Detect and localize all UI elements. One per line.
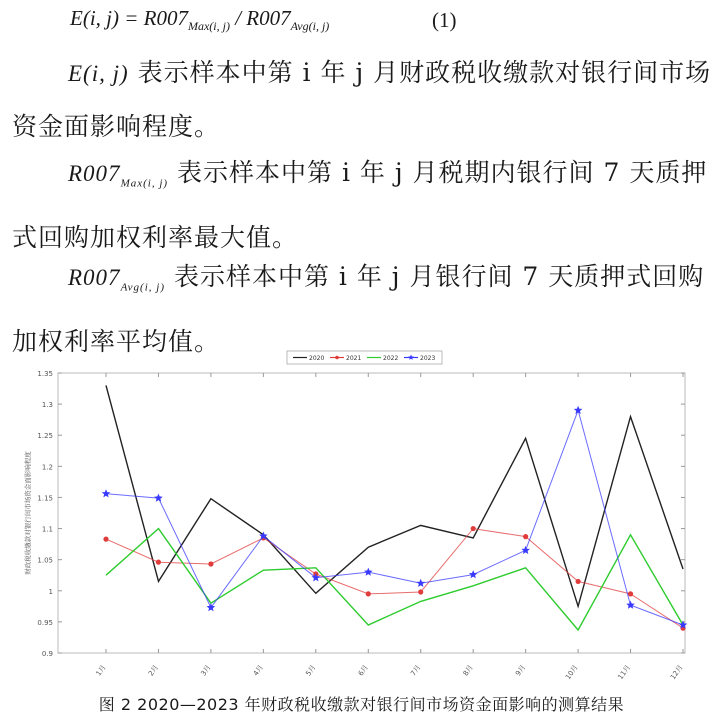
- y-tick-label: 1.05: [37, 556, 53, 565]
- data-point-2021: [418, 589, 423, 594]
- x-tick-label: 7月: [409, 663, 423, 678]
- x-tick-label: 10月: [564, 663, 580, 682]
- x-tick-label: 6月: [356, 663, 370, 678]
- paragraph-text: 表示样本中第 i 年 j 月银行间 7 天质押式回购加权利率平均值。: [12, 262, 705, 356]
- legend-label-2022: 2022: [383, 354, 399, 362]
- y-tick-label: 1.2: [41, 463, 53, 472]
- chart-svg: [0, 345, 723, 690]
- legend-label-2023: 2023: [420, 354, 436, 362]
- figure-caption: 图 2 2020—2023 年财政税收缴款对银行间市场资金面影响的测算结果: [98, 695, 625, 714]
- y-tick-label: 1.1: [41, 525, 53, 534]
- data-point-2021: [103, 537, 108, 542]
- data-point-2021: [575, 579, 580, 584]
- formula-eq: = R007: [118, 6, 188, 30]
- data-point-2021: [471, 526, 476, 531]
- formula-number: (1): [432, 8, 457, 32]
- data-point-2023: [154, 494, 163, 502]
- y-tick-label: 1: [48, 587, 53, 596]
- data-point-2021: [366, 591, 371, 596]
- legend-label-2021: 2021: [346, 354, 362, 362]
- data-point-2021: [523, 534, 528, 539]
- data-point-2021: [156, 560, 161, 565]
- formula: [70, 6, 329, 34]
- data-point-2023: [312, 573, 321, 581]
- data-point-2023: [102, 489, 111, 497]
- symbol-r007-avg: $R007_{Avg(i, j)}$: [68, 265, 165, 294]
- data-point-2023: [574, 406, 583, 414]
- x-tick-label: 8月: [461, 663, 475, 678]
- x-tick-label: 2月: [146, 663, 161, 678]
- y-tick-label: 1.15: [37, 494, 53, 503]
- paragraph-definition-e: [12, 46, 712, 153]
- x-tick-label: 3月: [199, 663, 213, 678]
- x-tick-label: 5月: [304, 663, 318, 678]
- x-tick-label: 4月: [251, 663, 266, 678]
- legend-label-2020: 2020: [309, 354, 325, 362]
- formula-mid: / R007: [229, 6, 291, 30]
- x-tick-label: 9月: [514, 663, 528, 678]
- x-tick-label: 11月: [616, 663, 633, 682]
- data-point-2023: [364, 568, 373, 576]
- line-chart: [0, 345, 723, 690]
- x-tick-label: 1月: [94, 663, 108, 678]
- y-tick-label: 1.35: [37, 370, 53, 378]
- formula-lhs: E(i, j): [70, 6, 119, 30]
- data-point-2023: [521, 546, 530, 554]
- symbol-e: E(i, j): [68, 61, 129, 86]
- y-tick-label: 0.9: [41, 650, 53, 658]
- formula-sub-avg: Avg(i, j): [290, 19, 330, 34]
- series-line-2020: [106, 385, 683, 606]
- data-point-2021: [628, 591, 633, 596]
- paragraph-definition-max: [12, 146, 712, 264]
- series-line-2022: [106, 529, 683, 630]
- y-tick-label: 1.25: [37, 432, 53, 441]
- legend-marker-2021: [335, 356, 339, 360]
- data-point-2023: [626, 601, 635, 609]
- symbol-r007-max: $R007_{Max(i, j)}$: [68, 161, 169, 190]
- x-tick-label: 12月: [668, 663, 685, 682]
- y-tick-label: 0.95: [37, 618, 53, 627]
- data-point-2021: [208, 561, 213, 566]
- plot-frame: [58, 373, 685, 653]
- y-axis-label: 财政税收缴款对银行间市场资金面影响程度: [24, 451, 32, 575]
- data-point-2023: [416, 579, 425, 587]
- formula-sub-max: Max(i, j): [187, 19, 230, 34]
- data-point-2023: [469, 570, 478, 578]
- y-tick-label: 1.3: [41, 401, 53, 410]
- paragraph-text: 表示样本中第 i 年 j 月税期内银行间 7 天质押式回购加权利率最大值。: [12, 158, 708, 252]
- paragraph-text: 表示样本中第 i 年 j 月财政税收缴款对银行间市场资金面影响程度。: [12, 58, 712, 141]
